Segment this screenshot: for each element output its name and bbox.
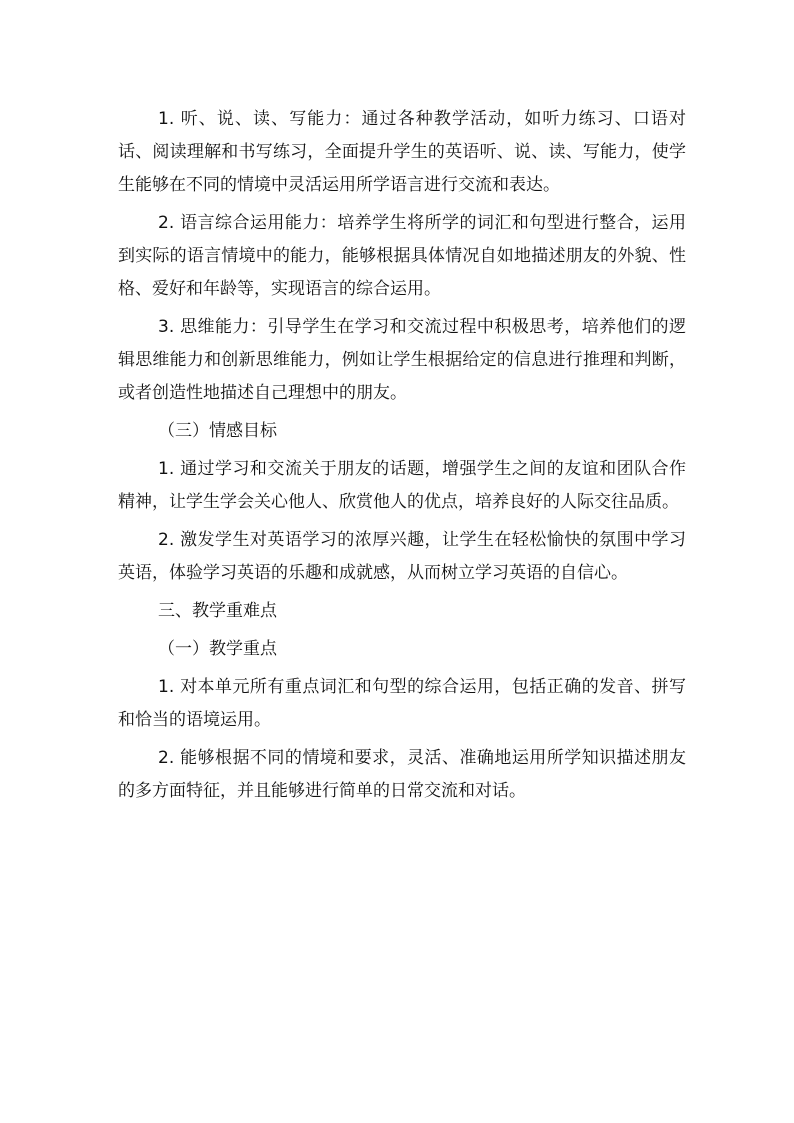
section3-heading: 三、教学重难点: [158, 601, 277, 621]
emotion-heading: （三）情感目标: [158, 421, 277, 441]
key-point-item-1: 1. 对本单元所有重点词汇和句型的综合运用，包括正确的发音、拼写和恰当的语境运用。: [118, 677, 686, 730]
emotion-item-2: 2. 激发学生对英语学习的浓厚兴趣，让学生在轻松愉快的氛围中学习英语，体验学习英语的乐趣和成就感，从而树立学习英语的自信心。: [118, 530, 686, 583]
key-point-item-2: 2. 能够根据不同的情境和要求，灵活、准确地运用所学知识描述朋友的多方面特征，并且能够进行简单的日常交流和对话。: [118, 748, 686, 801]
emotion-item-1: 1. 通过学习和交流关于朋友的话题，增强学生之间的友谊和团队合作精神，让学生学会关心他人、欣赏他人的优点，培养良好的人际交往品质。: [118, 459, 686, 512]
key-points-heading: （一）教学重点: [158, 639, 277, 659]
document-page: [118, 103, 686, 808]
ability-item-1: 1. 听、说、读、写能力：通过各种教学活动，如听力练习、口语对话、阅读理解和书写练习，全面提升学生的英语听、说、读、写能力，使学生能够在不同的情境中灵活运用所学语言进行交流和表达。: [118, 109, 686, 195]
ability-item-3: 3. 思维能力：引导学生在学习和交流过程中积极思考，培养他们的逻辑思维能力和创新思维能力，例如让学生根据给定的信息进行推理和判断，或者创造性地描述自己理想中的朋友。: [118, 317, 686, 403]
ability-item-2: 2. 语言综合运用能力：培养学生将所学的词汇和句型进行整合，运用到实际的语言情境中的能力，能够根据具体情况自如地描述朋友的外貌、性格、爱好和年龄等，实现语言的综合运用。: [118, 213, 686, 299]
